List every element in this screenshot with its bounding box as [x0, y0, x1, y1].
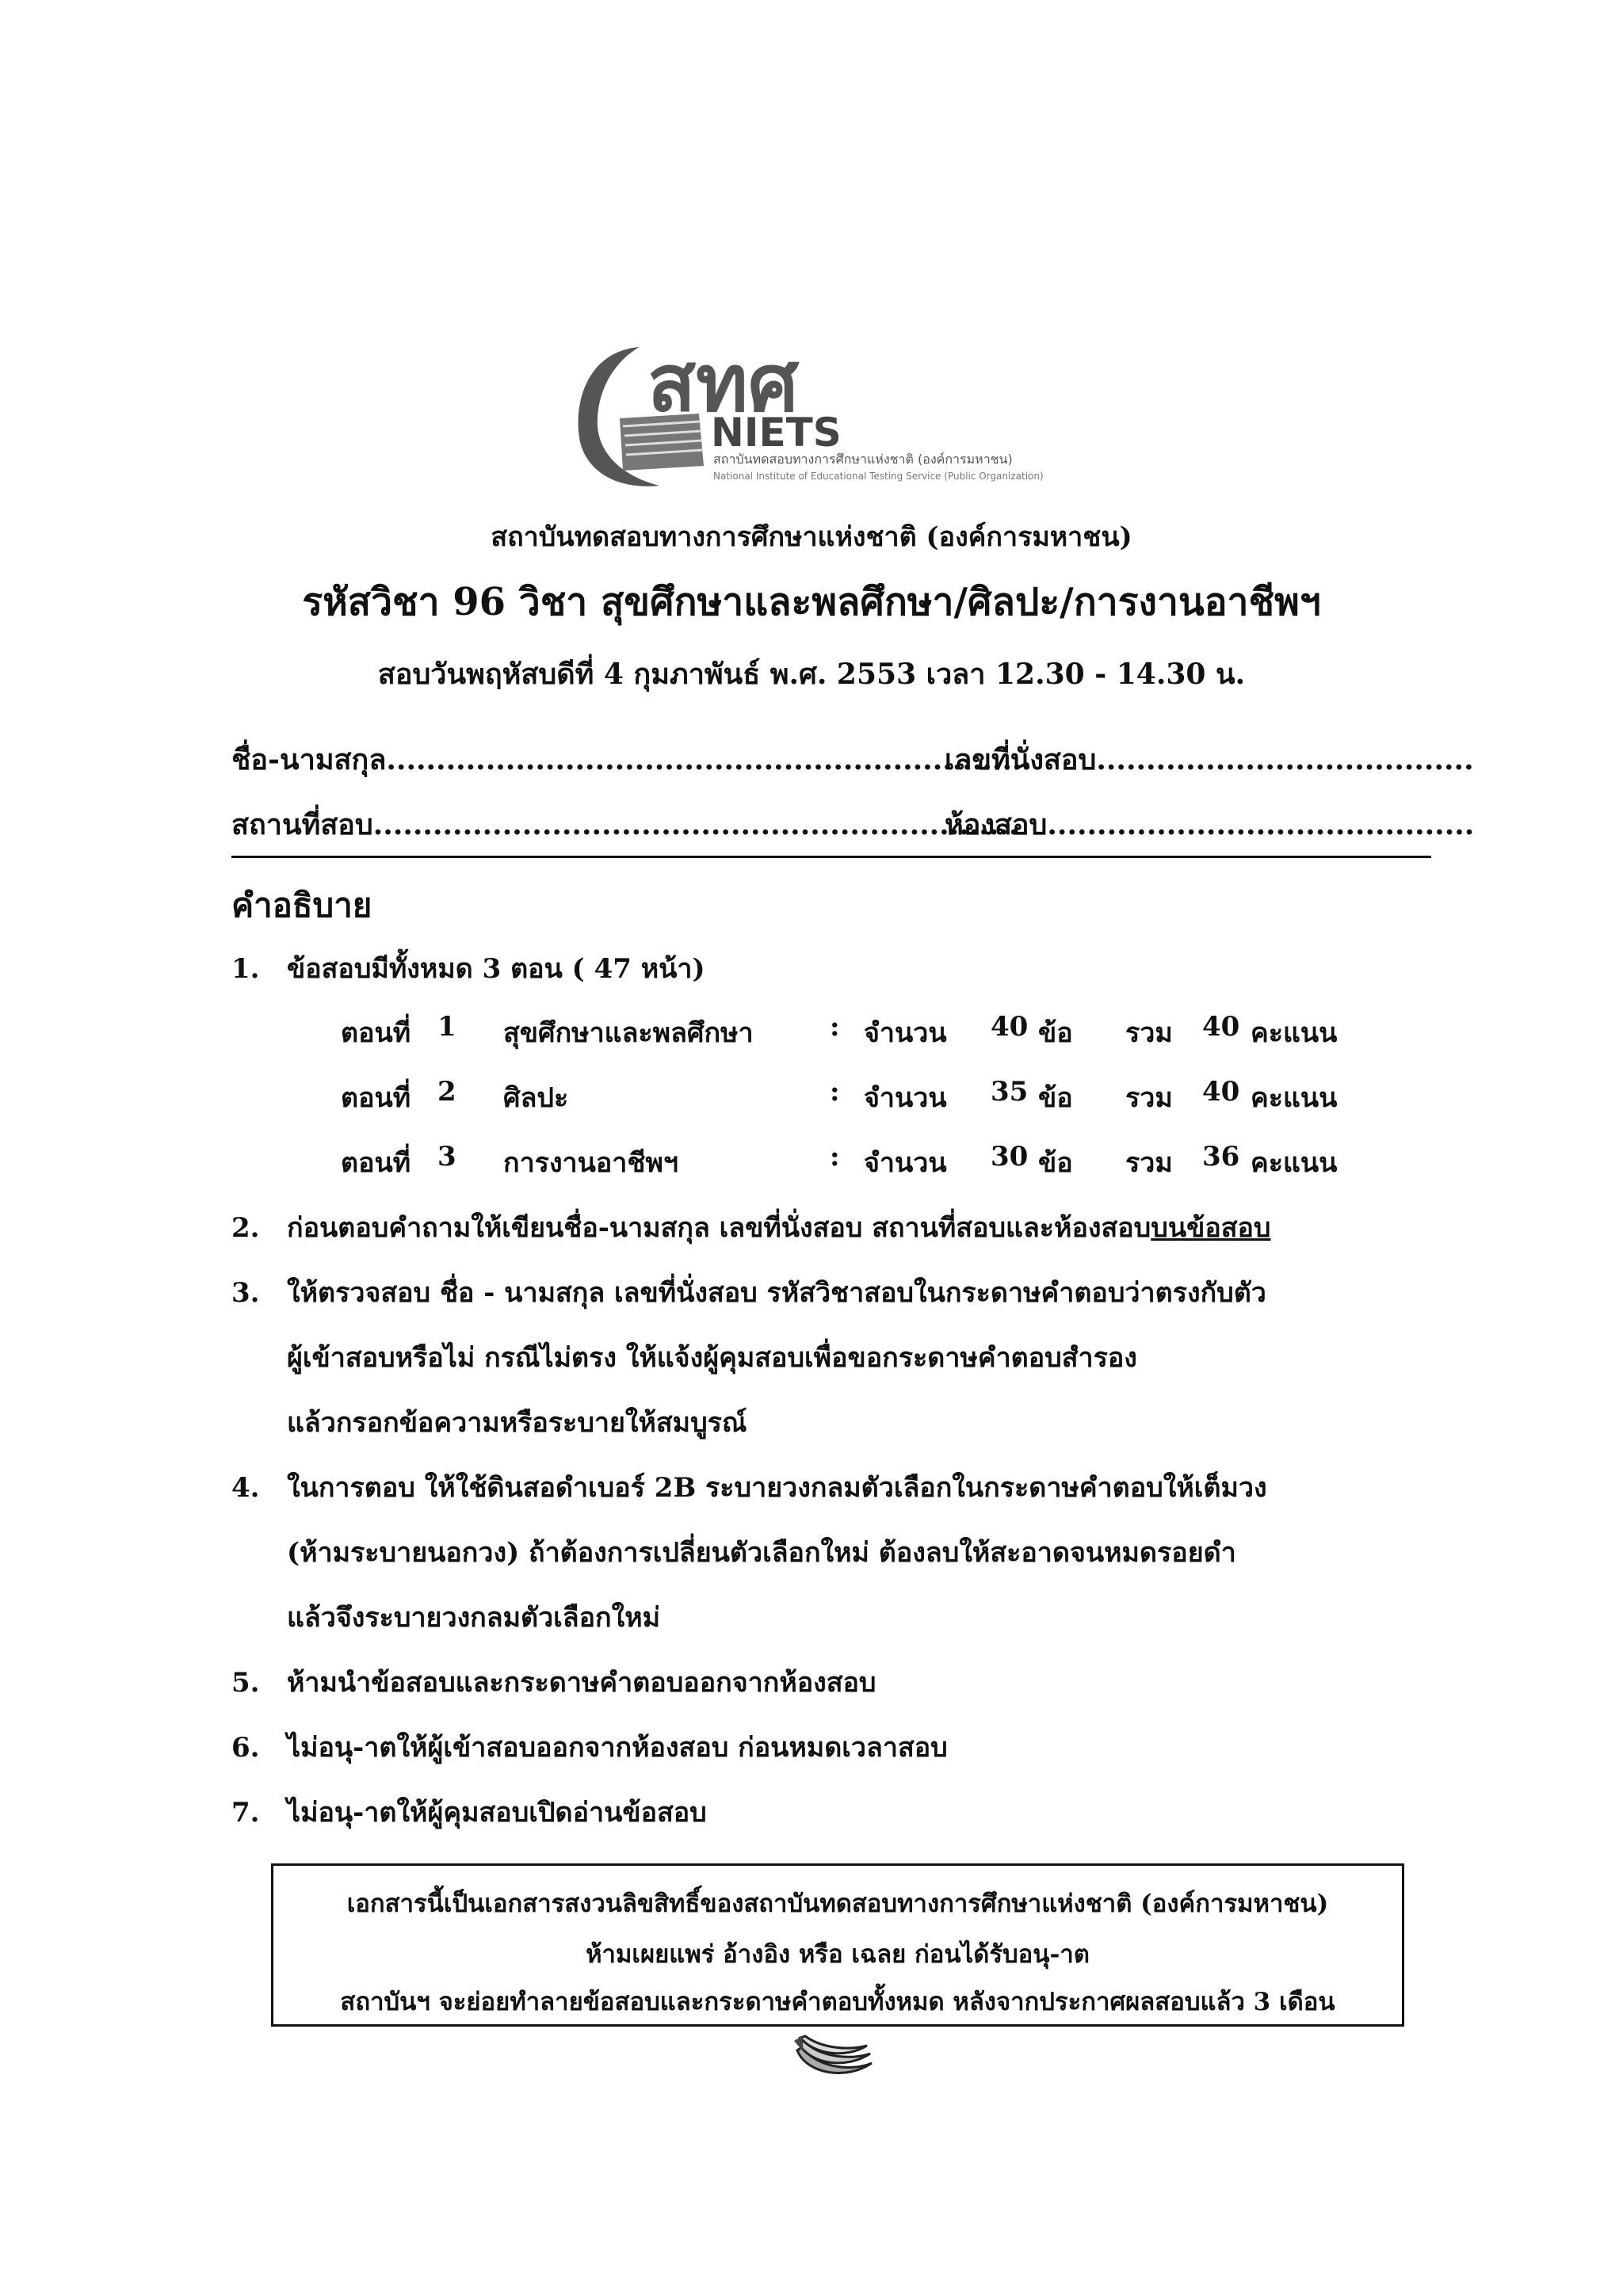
banana-bunch-icon: [791, 2035, 878, 2085]
svg-text:สทศ: สทศ: [647, 337, 799, 429]
notice-line: เอกสารนี้เป็นเอกสารสงวนลิขสิทธิ์ของสถาบันทดสอบทางการศึกษาแห่งชาติ (องค์การมหาชน): [346, 1890, 1329, 1918]
instruction-item: 4. ในการตอบ ให้ใช้ดินสอดำเบอร์ 2B ระบายวงกลมตัวเลือกในกระดาษคำตอบให้เต็มวง: [231, 1472, 1267, 1504]
name-field[interactable]: ชื่อ-นามสกุล.................................................................: [231, 743, 1033, 776]
logo-subtitle-th: สถาบันทดสอบทางการศึกษาแห่งชาติ (องค์การมหาชน): [713, 452, 1013, 467]
part-row: ตอนที่ 1 สุขศึกษาและพลศึกษา : จำนวน 40 ข้อ รวม 40 คะแนน: [341, 1011, 1338, 1049]
copyright-notice: [271, 1863, 1404, 2027]
room-field[interactable]: ห้องสอบ...........................................: [945, 808, 1475, 841]
venue-field[interactable]: สถานที่สอบ.................................................................: [231, 808, 1019, 841]
instruction-item: 1. ข้อสอบมีทั้งหมด 3 ตอน ( 47 หน้า): [231, 953, 705, 985]
subject-title: รหัสวิชา 96 วิชา สุขศึกษาและพลศึกษา/ศิลปะ/การงานอาชีพฯ: [302, 580, 1321, 624]
instruction-item: 2. ก่อนตอบคำถามให้เขียนชื่อ-นามสกุล เลขที่นั่งสอบ สถานที่สอบและห้องสอบบนข้อสอบ: [231, 1212, 1271, 1244]
instruction-continuation: แล้วจึงระบายวงกลมตัวเลือกใหม่: [287, 1602, 661, 1634]
part-row: ตอนที่ 3 การงานอาชีพฯ : จำนวน 30 ข้อ รวม 36 คะแนน: [341, 1141, 1338, 1179]
notice-line: ห้ามเผยแพร่ อ้างอิง หรือ เฉลย ก่อนได้รับอนุ-าต: [586, 1940, 1090, 1969]
logo-subtitle-en: National Institute of Educational Testing Service (Public Organization): [713, 471, 1044, 482]
part-row: ตอนที่ 2 ศิลปะ : จำนวน 35 ข้อ รวม 40 คะแนน: [341, 1076, 1338, 1114]
exam-date: สอบวันพฤหัสบดีที่ 4 กุมภาพันธ์ พ.ศ. 2553 เวลา 12.30 - 14.30 น.: [377, 658, 1246, 691]
instruction-item: 3. ให้ตรวจสอบ ชื่อ - นามสกุล เลขที่นั่งสอบ รหัสวิชาสอบในกระดาษคำตอบว่าตรงกับตัว: [231, 1277, 1266, 1309]
instruction-continuation: แล้วกรอกข้อความหรือระบายให้สมบูรณ์: [287, 1407, 747, 1439]
instruction-item: 5. ห้ามนำข้อสอบและกระดาษคำตอบออกจากห้องสอบ: [231, 1667, 876, 1699]
underlined-text: บนข้อสอบ: [1151, 1212, 1271, 1244]
institute-name: สถาบันทดสอบทางการศึกษาแห่งชาติ (องค์การมหาชน): [491, 521, 1132, 553]
name-seat-row: [231, 737, 1474, 782]
svg-text:NIETS: NIETS: [711, 410, 842, 456]
instruction-item: 7. ไม่อนุ-าตให้ผู้คุมสอบเปิดอ่านข้อสอบ: [231, 1797, 707, 1829]
divider-line: [231, 856, 1431, 858]
notice-line: สถาบันฯ จะย่อยทำลายข้อสอบและกระดาษคำตอบทั้งหมด หลังจากประกาศผลสอบแล้ว 3 เดือน: [340, 1988, 1335, 2016]
niets-logo-icon: [564, 331, 1167, 498]
instructions-heading: คำอธิบาย: [231, 886, 372, 925]
instruction-continuation: (ห้ามระบายนอกวง) ถ้าต้องการเปลี่ยนตัวเลือกใหม่ ต้องลบให้สะอาดจนหมดรอยดำ: [287, 1537, 1236, 1569]
seat-number-field[interactable]: เลขที่นั่งสอบ......................................: [945, 743, 1474, 776]
venue-room-row: [231, 802, 1475, 847]
instruction-item: 6. ไม่อนุ-าตให้ผู้เข้าสอบออกจากห้องสอบ ก่อนหมดเวลาสอบ: [231, 1732, 948, 1764]
instruction-continuation: ผู้เข้าสอบหรือไม่ กรณีไม่ตรง ให้แจ้งผู้คุมสอบเพื่อขอกระดาษคำตอบสำรอง: [287, 1342, 1137, 1374]
